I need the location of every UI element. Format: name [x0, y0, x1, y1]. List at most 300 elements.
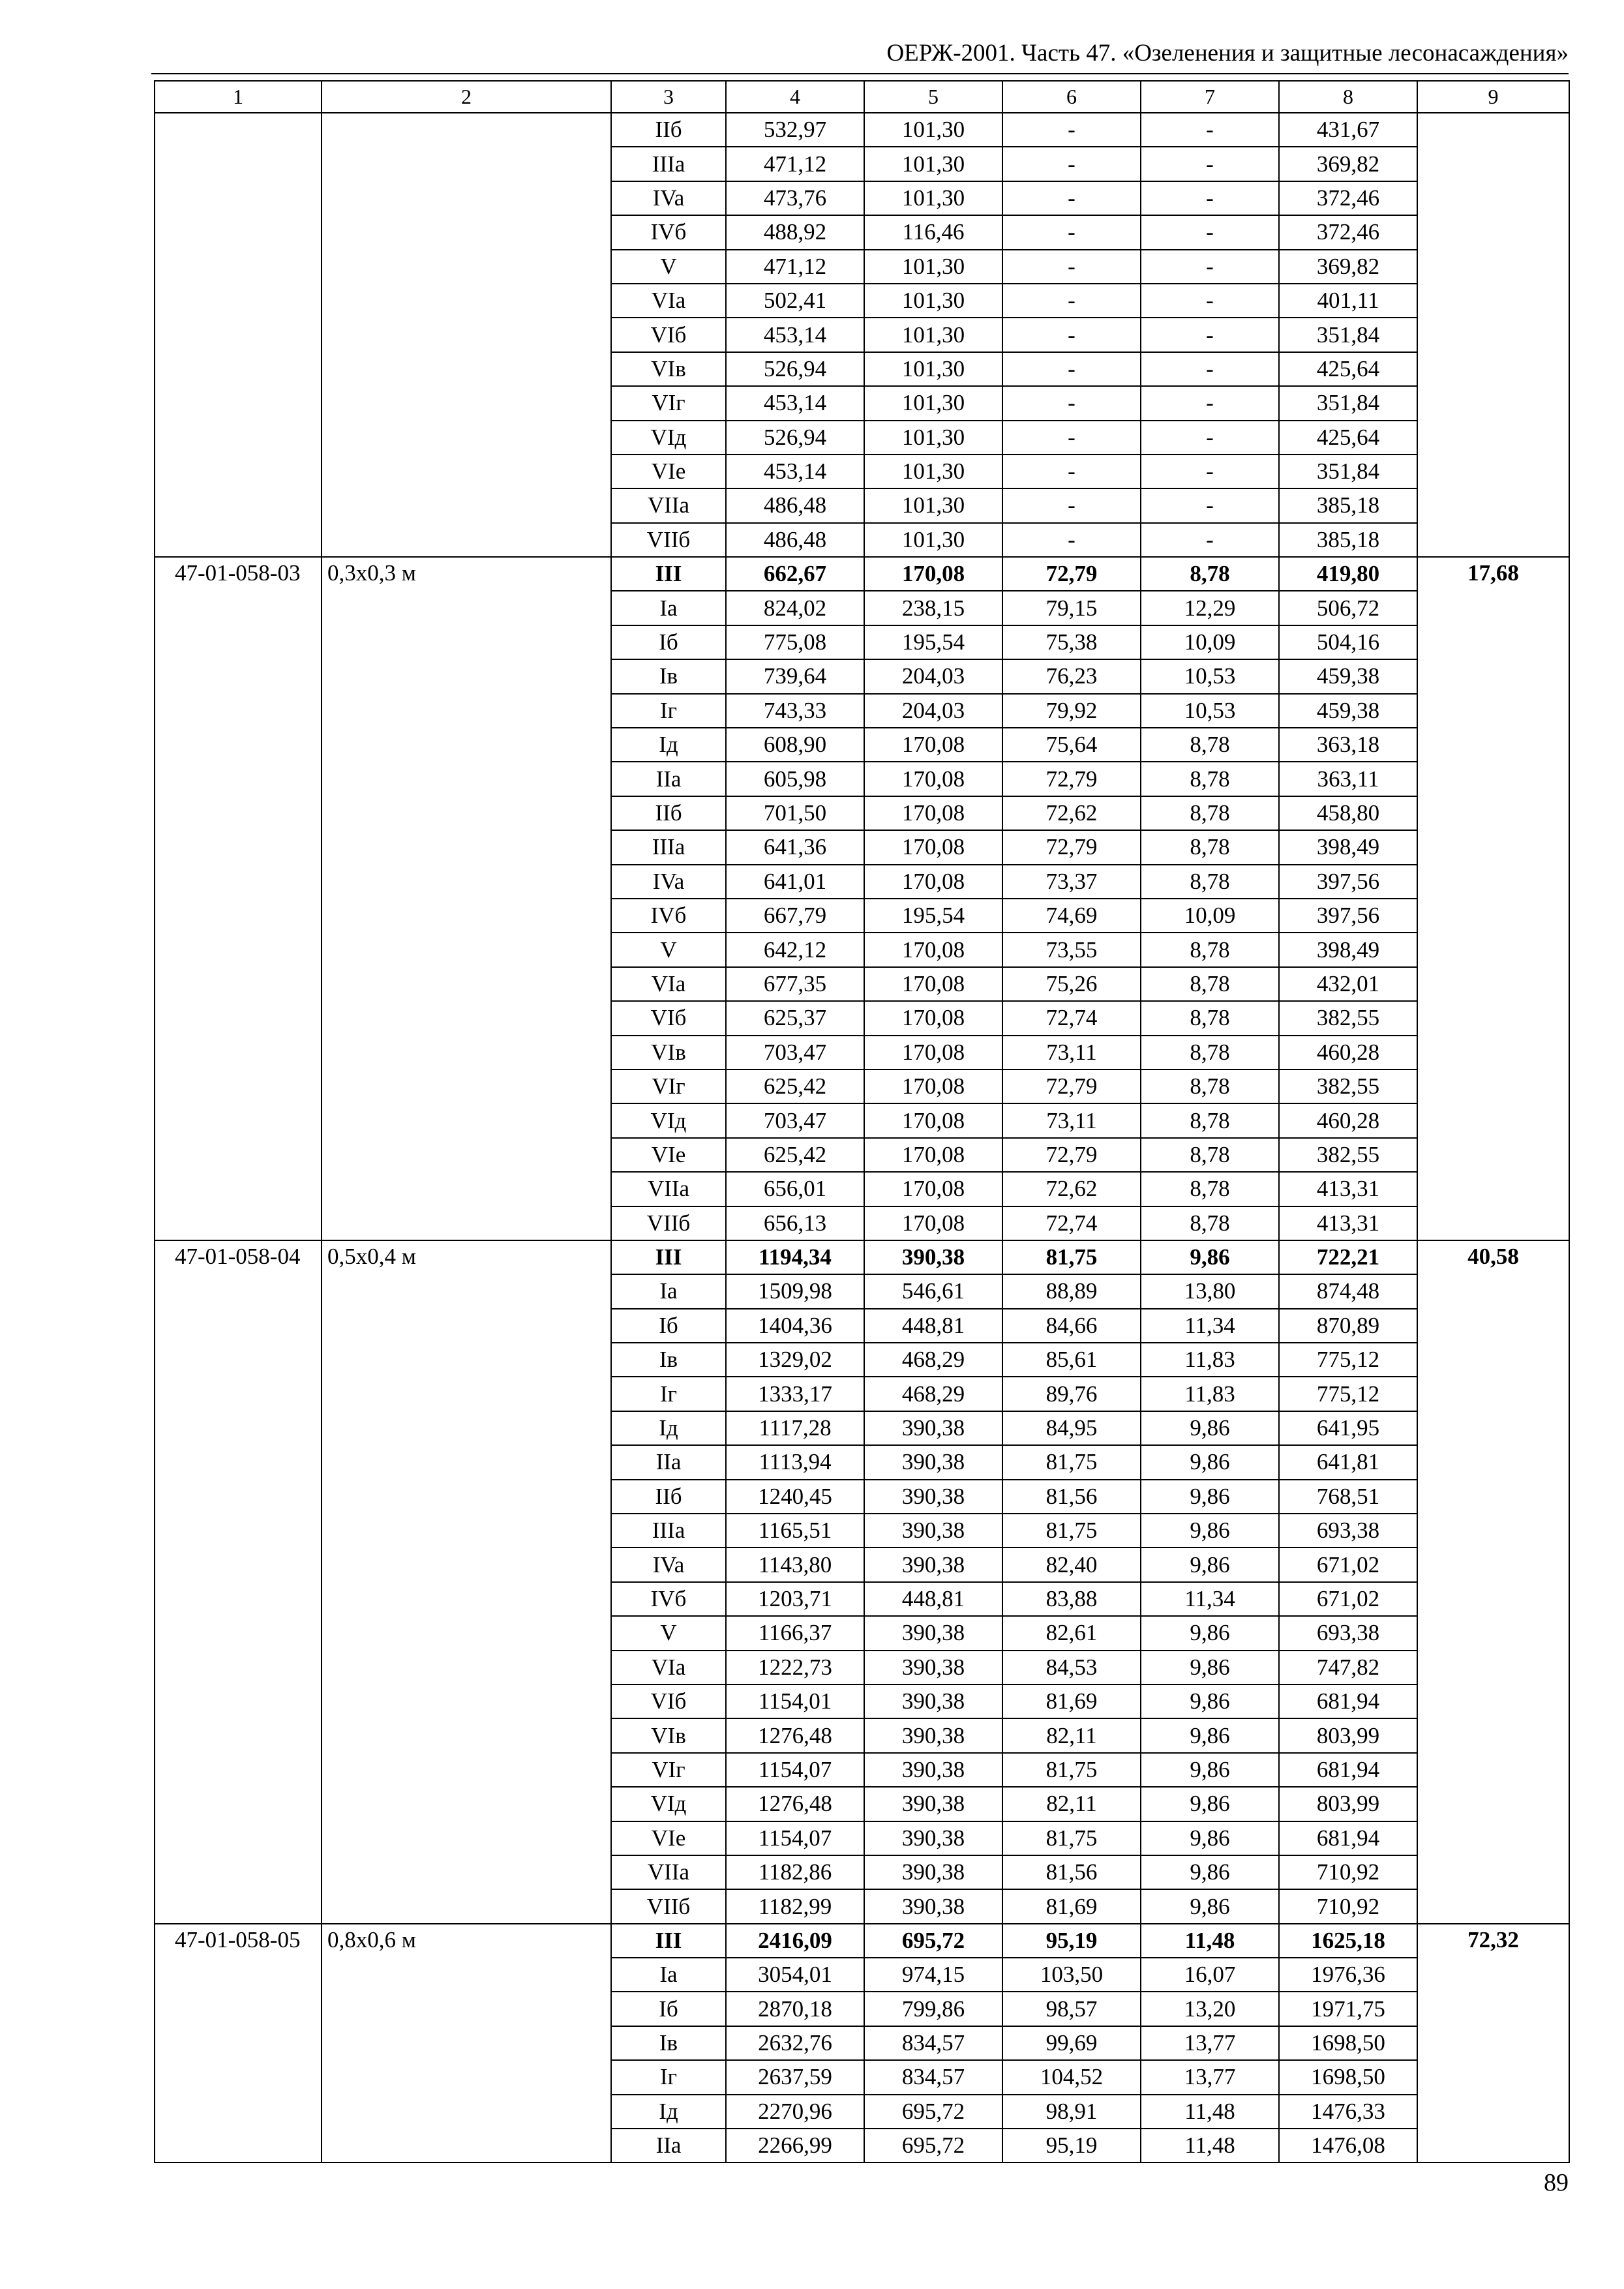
value-cell: 9,86: [1141, 1889, 1279, 1923]
value-cell: 79,15: [1002, 591, 1141, 625]
value-cell: 72,74: [1002, 1206, 1141, 1240]
value-cell: 605,98: [726, 762, 864, 796]
value-cell: 1166,37: [726, 1616, 864, 1650]
value-cell: 8,78: [1141, 1206, 1279, 1240]
value-cell: 9,86: [1141, 1787, 1279, 1821]
value-cell: 170,08: [864, 1138, 1002, 1172]
zone-cell: III: [611, 1240, 726, 1274]
value-cell: 351,84: [1279, 318, 1417, 352]
header-rule: [151, 73, 1569, 74]
zone-cell: V: [611, 250, 726, 284]
zone-cell: IVб: [611, 899, 726, 933]
zone-cell: VIд: [611, 1103, 726, 1137]
zone-cell: VIв: [611, 1718, 726, 1752]
value-cell: 834,57: [864, 2026, 1002, 2060]
zone-cell: Iд: [611, 2095, 726, 2129]
value-cell: 13,20: [1141, 1992, 1279, 2026]
zone-cell: Ia: [611, 1274, 726, 1308]
value-cell: 170,08: [864, 796, 1002, 830]
value-cell: 170,08: [864, 967, 1002, 1001]
value-cell: 8,78: [1141, 1070, 1279, 1103]
value-cell: 81,75: [1002, 1514, 1141, 1548]
value-cell: 84,66: [1002, 1309, 1141, 1343]
value-cell: 397,56: [1279, 899, 1417, 933]
zone-cell: IIIa: [611, 1514, 726, 1548]
zone-cell: VIв: [611, 1036, 726, 1070]
labor-cost-cell: 72,32: [1417, 1924, 1569, 2163]
value-cell: 390,38: [864, 1616, 1002, 1650]
value-cell: 803,99: [1279, 1718, 1417, 1752]
value-cell: 2637,59: [726, 2060, 864, 2094]
value-cell: 425,64: [1279, 421, 1417, 455]
value-cell: 1329,02: [726, 1343, 864, 1377]
value-cell: 104,52: [1002, 2060, 1141, 2094]
value-cell: 10,53: [1141, 659, 1279, 693]
value-cell: 369,82: [1279, 147, 1417, 181]
zone-cell: III: [611, 1924, 726, 1958]
value-cell: 799,86: [864, 1992, 1002, 2026]
value-cell: 83,88: [1002, 1582, 1141, 1616]
value-cell: 677,35: [726, 967, 864, 1001]
zone-cell: V: [611, 1616, 726, 1650]
value-cell: 1194,34: [726, 1240, 864, 1274]
zone-cell: IVб: [611, 1582, 726, 1616]
value-cell: 13,77: [1141, 2060, 1279, 2094]
value-cell: 9,86: [1141, 1855, 1279, 1889]
zone-cell: IIa: [611, 1445, 726, 1479]
value-cell: 453,14: [726, 455, 864, 488]
value-cell: 204,03: [864, 694, 1002, 728]
value-cell: 101,30: [864, 181, 1002, 215]
value-cell: -: [1141, 318, 1279, 352]
zone-cell: VIIб: [611, 523, 726, 557]
value-cell: 9,86: [1141, 1548, 1279, 1581]
value-cell: 170,08: [864, 557, 1002, 591]
value-cell: 625,42: [726, 1070, 864, 1103]
zone-cell: IIб: [611, 796, 726, 830]
value-cell: 363,18: [1279, 728, 1417, 762]
value-cell: 459,38: [1279, 659, 1417, 693]
value-cell: 372,46: [1279, 215, 1417, 249]
value-cell: 382,55: [1279, 1138, 1417, 1172]
value-cell: 695,72: [864, 2129, 1002, 2162]
value-cell: 1165,51: [726, 1514, 864, 1548]
zone-cell: VIб: [611, 1684, 726, 1718]
value-cell: 10,09: [1141, 625, 1279, 659]
value-cell: 1333,17: [726, 1377, 864, 1411]
zone-cell: Iв: [611, 659, 726, 693]
value-cell: 75,38: [1002, 625, 1141, 659]
zone-cell: Iд: [611, 1411, 726, 1445]
value-cell: 3054,01: [726, 1958, 864, 1992]
value-cell: 448,81: [864, 1309, 1002, 1343]
value-cell: -: [1002, 113, 1141, 147]
value-cell: 101,30: [864, 147, 1002, 181]
value-cell: 72,62: [1002, 1172, 1141, 1206]
zone-cell: VIa: [611, 1651, 726, 1684]
value-cell: 473,76: [726, 181, 864, 215]
value-cell: -: [1141, 250, 1279, 284]
zone-cell: VIб: [611, 1001, 726, 1035]
value-cell: 432,01: [1279, 967, 1417, 1001]
value-cell: 9,86: [1141, 1480, 1279, 1514]
table-row: [155, 113, 1569, 147]
value-cell: 1509,98: [726, 1274, 864, 1308]
value-cell: 2632,76: [726, 2026, 864, 2060]
value-cell: -: [1002, 284, 1141, 318]
value-cell: 703,47: [726, 1036, 864, 1070]
value-cell: 1154,07: [726, 1753, 864, 1787]
value-cell: -: [1002, 421, 1141, 455]
value-cell: -: [1002, 523, 1141, 557]
value-cell: 398,49: [1279, 830, 1417, 864]
value-cell: 12,29: [1141, 591, 1279, 625]
rate-code-cell: [155, 113, 322, 557]
work-name-cell: 0,8x0,6 м: [322, 1924, 611, 2163]
value-cell: 460,28: [1279, 1103, 1417, 1137]
value-cell: -: [1141, 147, 1279, 181]
value-cell: 11,83: [1141, 1343, 1279, 1377]
value-cell: 101,30: [864, 284, 1002, 318]
value-cell: 72,74: [1002, 1001, 1141, 1035]
value-cell: 397,56: [1279, 865, 1417, 899]
zone-cell: VIIa: [611, 1172, 726, 1206]
value-cell: 775,12: [1279, 1377, 1417, 1411]
value-cell: 1182,99: [726, 1889, 864, 1923]
column-header: 4: [726, 81, 864, 113]
value-cell: 1222,73: [726, 1651, 864, 1684]
zone-cell: VIв: [611, 352, 726, 386]
zone-cell: IVa: [611, 865, 726, 899]
value-cell: 81,75: [1002, 1240, 1141, 1274]
value-cell: 974,15: [864, 1958, 1002, 1992]
value-cell: 8,78: [1141, 762, 1279, 796]
zone-cell: VIг: [611, 1753, 726, 1787]
value-cell: 170,08: [864, 1070, 1002, 1103]
value-cell: 504,16: [1279, 625, 1417, 659]
value-cell: 671,02: [1279, 1582, 1417, 1616]
value-cell: 75,64: [1002, 728, 1141, 762]
value-cell: 448,81: [864, 1582, 1002, 1616]
value-cell: 9,86: [1141, 1240, 1279, 1274]
value-cell: 385,18: [1279, 488, 1417, 522]
value-cell: 390,38: [864, 1718, 1002, 1752]
value-cell: 82,11: [1002, 1718, 1141, 1752]
zone-cell: IIб: [611, 1480, 726, 1514]
zone-cell: VIд: [611, 421, 726, 455]
value-cell: 1182,86: [726, 1855, 864, 1889]
value-cell: 671,02: [1279, 1548, 1417, 1581]
value-cell: 81,75: [1002, 1821, 1141, 1855]
zone-cell: VIIa: [611, 488, 726, 522]
value-cell: -: [1141, 523, 1279, 557]
zone-cell: VIIa: [611, 1855, 726, 1889]
value-cell: 2416,09: [726, 1924, 864, 1958]
value-cell: 1117,28: [726, 1411, 864, 1445]
value-cell: 1976,36: [1279, 1958, 1417, 1992]
value-cell: 11,48: [1141, 2129, 1279, 2162]
value-cell: 486,48: [726, 523, 864, 557]
value-cell: 390,38: [864, 1855, 1002, 1889]
value-cell: 390,38: [864, 1514, 1002, 1548]
zone-cell: IIa: [611, 762, 726, 796]
value-cell: 390,38: [864, 1787, 1002, 1821]
value-cell: 170,08: [864, 762, 1002, 796]
page-header: ОЕРЖ-2001. Часть 47. «Озеленения и защитные лесонасаждения»: [886, 40, 1569, 67]
value-cell: 743,33: [726, 694, 864, 728]
zone-cell: Ia: [611, 1958, 726, 1992]
zone-cell: VIд: [611, 1787, 726, 1821]
value-cell: 8,78: [1141, 796, 1279, 830]
value-cell: 9,86: [1141, 1718, 1279, 1752]
zone-cell: Iг: [611, 2060, 726, 2094]
value-cell: 471,12: [726, 250, 864, 284]
value-cell: 95,19: [1002, 1924, 1141, 1958]
value-cell: 81,56: [1002, 1855, 1141, 1889]
value-cell: 642,12: [726, 933, 864, 966]
value-cell: 8,78: [1141, 865, 1279, 899]
value-cell: 390,38: [864, 1753, 1002, 1787]
table-row: [155, 557, 1569, 591]
value-cell: 1625,18: [1279, 1924, 1417, 1958]
value-cell: 8,78: [1141, 1103, 1279, 1137]
value-cell: 195,54: [864, 899, 1002, 933]
value-cell: 775,12: [1279, 1343, 1417, 1377]
value-cell: 9,86: [1141, 1684, 1279, 1718]
value-cell: 390,38: [864, 1889, 1002, 1923]
zone-cell: Iв: [611, 1343, 726, 1377]
value-cell: 681,94: [1279, 1821, 1417, 1855]
value-cell: 72,79: [1002, 830, 1141, 864]
value-cell: 390,38: [864, 1411, 1002, 1445]
value-cell: 722,21: [1279, 1240, 1417, 1274]
value-cell: 641,01: [726, 865, 864, 899]
value-cell: 546,61: [864, 1274, 1002, 1308]
value-cell: 425,64: [1279, 352, 1417, 386]
zone-cell: IIб: [611, 113, 726, 147]
value-cell: 1154,07: [726, 1821, 864, 1855]
value-cell: -: [1141, 488, 1279, 522]
value-cell: 703,47: [726, 1103, 864, 1137]
value-cell: 710,92: [1279, 1855, 1417, 1889]
value-cell: 1203,71: [726, 1582, 864, 1616]
value-cell: 486,48: [726, 488, 864, 522]
value-cell: 1240,45: [726, 1480, 864, 1514]
value-cell: 9,86: [1141, 1821, 1279, 1855]
value-cell: 363,11: [1279, 762, 1417, 796]
value-cell: 195,54: [864, 625, 1002, 659]
value-cell: 11,34: [1141, 1309, 1279, 1343]
value-cell: 382,55: [1279, 1001, 1417, 1035]
value-cell: 2270,96: [726, 2095, 864, 2129]
value-cell: -: [1002, 386, 1141, 420]
value-cell: 74,69: [1002, 899, 1141, 933]
column-number-row: [155, 81, 1569, 113]
value-cell: 390,38: [864, 1821, 1002, 1855]
value-cell: 1698,50: [1279, 2026, 1417, 2060]
column-header: 8: [1279, 81, 1417, 113]
value-cell: 398,49: [1279, 933, 1417, 966]
value-cell: 625,42: [726, 1138, 864, 1172]
zone-cell: VIe: [611, 455, 726, 488]
value-cell: 693,38: [1279, 1514, 1417, 1548]
value-cell: 747,82: [1279, 1651, 1417, 1684]
value-cell: 656,13: [726, 1206, 864, 1240]
value-cell: 768,51: [1279, 1480, 1417, 1514]
value-cell: 98,91: [1002, 2095, 1141, 2129]
value-cell: 116,46: [864, 215, 1002, 249]
value-cell: 101,30: [864, 113, 1002, 147]
zone-cell: IVб: [611, 215, 726, 249]
value-cell: -: [1141, 386, 1279, 420]
value-cell: 8,78: [1141, 1172, 1279, 1206]
value-cell: 9,86: [1141, 1753, 1279, 1787]
rate-code-cell: 47-01-058-05: [155, 1924, 322, 2163]
value-cell: 73,11: [1002, 1036, 1141, 1070]
value-cell: 1971,75: [1279, 1992, 1417, 2026]
value-cell: 99,69: [1002, 2026, 1141, 2060]
zone-cell: Iб: [611, 625, 726, 659]
value-cell: 1143,80: [726, 1548, 864, 1581]
value-cell: 413,31: [1279, 1172, 1417, 1206]
value-cell: 390,38: [864, 1548, 1002, 1581]
labor-cost-cell: 40,58: [1417, 1240, 1569, 1924]
value-cell: 695,72: [864, 2095, 1002, 2129]
value-cell: 82,40: [1002, 1548, 1141, 1581]
value-cell: 390,38: [864, 1684, 1002, 1718]
labor-cost-cell: [1417, 113, 1569, 557]
value-cell: -: [1002, 250, 1141, 284]
value-cell: 834,57: [864, 2060, 1002, 2094]
value-cell: 81,75: [1002, 1753, 1141, 1787]
value-cell: 82,11: [1002, 1787, 1141, 1821]
value-cell: 76,23: [1002, 659, 1141, 693]
zone-cell: VIг: [611, 1070, 726, 1103]
value-cell: 1698,50: [1279, 2060, 1417, 2094]
value-cell: 9,86: [1141, 1514, 1279, 1548]
value-cell: 369,82: [1279, 250, 1417, 284]
value-cell: 625,37: [726, 1001, 864, 1035]
value-cell: 1113,94: [726, 1445, 864, 1479]
value-cell: 95,19: [1002, 2129, 1141, 2162]
column-header: 3: [611, 81, 726, 113]
value-cell: 170,08: [864, 933, 1002, 966]
value-cell: 8,78: [1141, 967, 1279, 1001]
value-cell: 73,37: [1002, 865, 1141, 899]
zone-cell: IVa: [611, 1548, 726, 1581]
value-cell: 468,29: [864, 1377, 1002, 1411]
value-cell: 81,56: [1002, 1480, 1141, 1514]
value-cell: 608,90: [726, 728, 864, 762]
value-cell: 453,14: [726, 318, 864, 352]
value-cell: 1276,48: [726, 1787, 864, 1821]
value-cell: 72,62: [1002, 796, 1141, 830]
value-cell: 468,29: [864, 1343, 1002, 1377]
zone-cell: VIг: [611, 386, 726, 420]
value-cell: 526,94: [726, 421, 864, 455]
value-cell: 1404,36: [726, 1309, 864, 1343]
value-cell: 419,80: [1279, 557, 1417, 591]
value-cell: 824,02: [726, 591, 864, 625]
value-cell: 8,78: [1141, 1138, 1279, 1172]
value-cell: 170,08: [864, 1172, 1002, 1206]
value-cell: 11,34: [1141, 1582, 1279, 1616]
value-cell: 390,38: [864, 1445, 1002, 1479]
value-cell: 1476,33: [1279, 2095, 1417, 2129]
value-cell: 693,38: [1279, 1616, 1417, 1650]
value-cell: 641,81: [1279, 1445, 1417, 1479]
value-cell: 641,36: [726, 830, 864, 864]
value-cell: 170,08: [864, 728, 1002, 762]
zone-cell: IIIa: [611, 830, 726, 864]
value-cell: 101,30: [864, 421, 1002, 455]
value-cell: 101,30: [864, 523, 1002, 557]
table-row: [155, 1240, 1569, 1274]
value-cell: 351,84: [1279, 386, 1417, 420]
work-name-cell: 0,5x0,4 м: [322, 1240, 611, 1924]
value-cell: 98,57: [1002, 1992, 1141, 2026]
value-cell: -: [1002, 147, 1141, 181]
value-cell: -: [1141, 215, 1279, 249]
value-cell: 2870,18: [726, 1992, 864, 2026]
value-cell: 385,18: [1279, 523, 1417, 557]
value-cell: -: [1002, 181, 1141, 215]
value-cell: 502,41: [726, 284, 864, 318]
zone-cell: Iв: [611, 2026, 726, 2060]
value-cell: 681,94: [1279, 1753, 1417, 1787]
value-cell: 390,38: [864, 1651, 1002, 1684]
value-cell: 11,83: [1141, 1377, 1279, 1411]
page-number: 89: [1544, 2169, 1569, 2196]
zone-cell: IIIa: [611, 147, 726, 181]
value-cell: 488,92: [726, 215, 864, 249]
rate-code-cell: 47-01-058-03: [155, 557, 322, 1240]
value-cell: 85,61: [1002, 1343, 1141, 1377]
price-table: [154, 80, 1570, 2163]
value-cell: 453,14: [726, 386, 864, 420]
value-cell: 89,76: [1002, 1377, 1141, 1411]
value-cell: 11,48: [1141, 1924, 1279, 1958]
value-cell: 82,61: [1002, 1616, 1141, 1650]
value-cell: 701,50: [726, 796, 864, 830]
work-name-cell: [322, 113, 611, 557]
zone-cell: VIIб: [611, 1206, 726, 1240]
value-cell: -: [1141, 455, 1279, 488]
value-cell: 79,92: [1002, 694, 1141, 728]
zone-cell: VIa: [611, 284, 726, 318]
zone-cell: III: [611, 557, 726, 591]
work-name-cell: 0,3x0,3 м: [322, 557, 611, 1240]
column-header: 9: [1417, 81, 1569, 113]
value-cell: 8,78: [1141, 830, 1279, 864]
value-cell: 16,07: [1141, 1958, 1279, 1992]
zone-cell: VIб: [611, 318, 726, 352]
value-cell: 72,79: [1002, 557, 1141, 591]
value-cell: 88,89: [1002, 1274, 1141, 1308]
value-cell: 459,38: [1279, 694, 1417, 728]
column-header: 5: [864, 81, 1002, 113]
value-cell: 532,97: [726, 113, 864, 147]
value-cell: 101,30: [864, 386, 1002, 420]
value-cell: 72,79: [1002, 762, 1141, 796]
value-cell: 170,08: [864, 1036, 1002, 1070]
column-header: 1: [155, 81, 322, 113]
value-cell: 1276,48: [726, 1718, 864, 1752]
value-cell: 11,48: [1141, 2095, 1279, 2129]
value-cell: 431,67: [1279, 113, 1417, 147]
value-cell: 667,79: [726, 899, 864, 933]
zone-cell: VIIб: [611, 1889, 726, 1923]
